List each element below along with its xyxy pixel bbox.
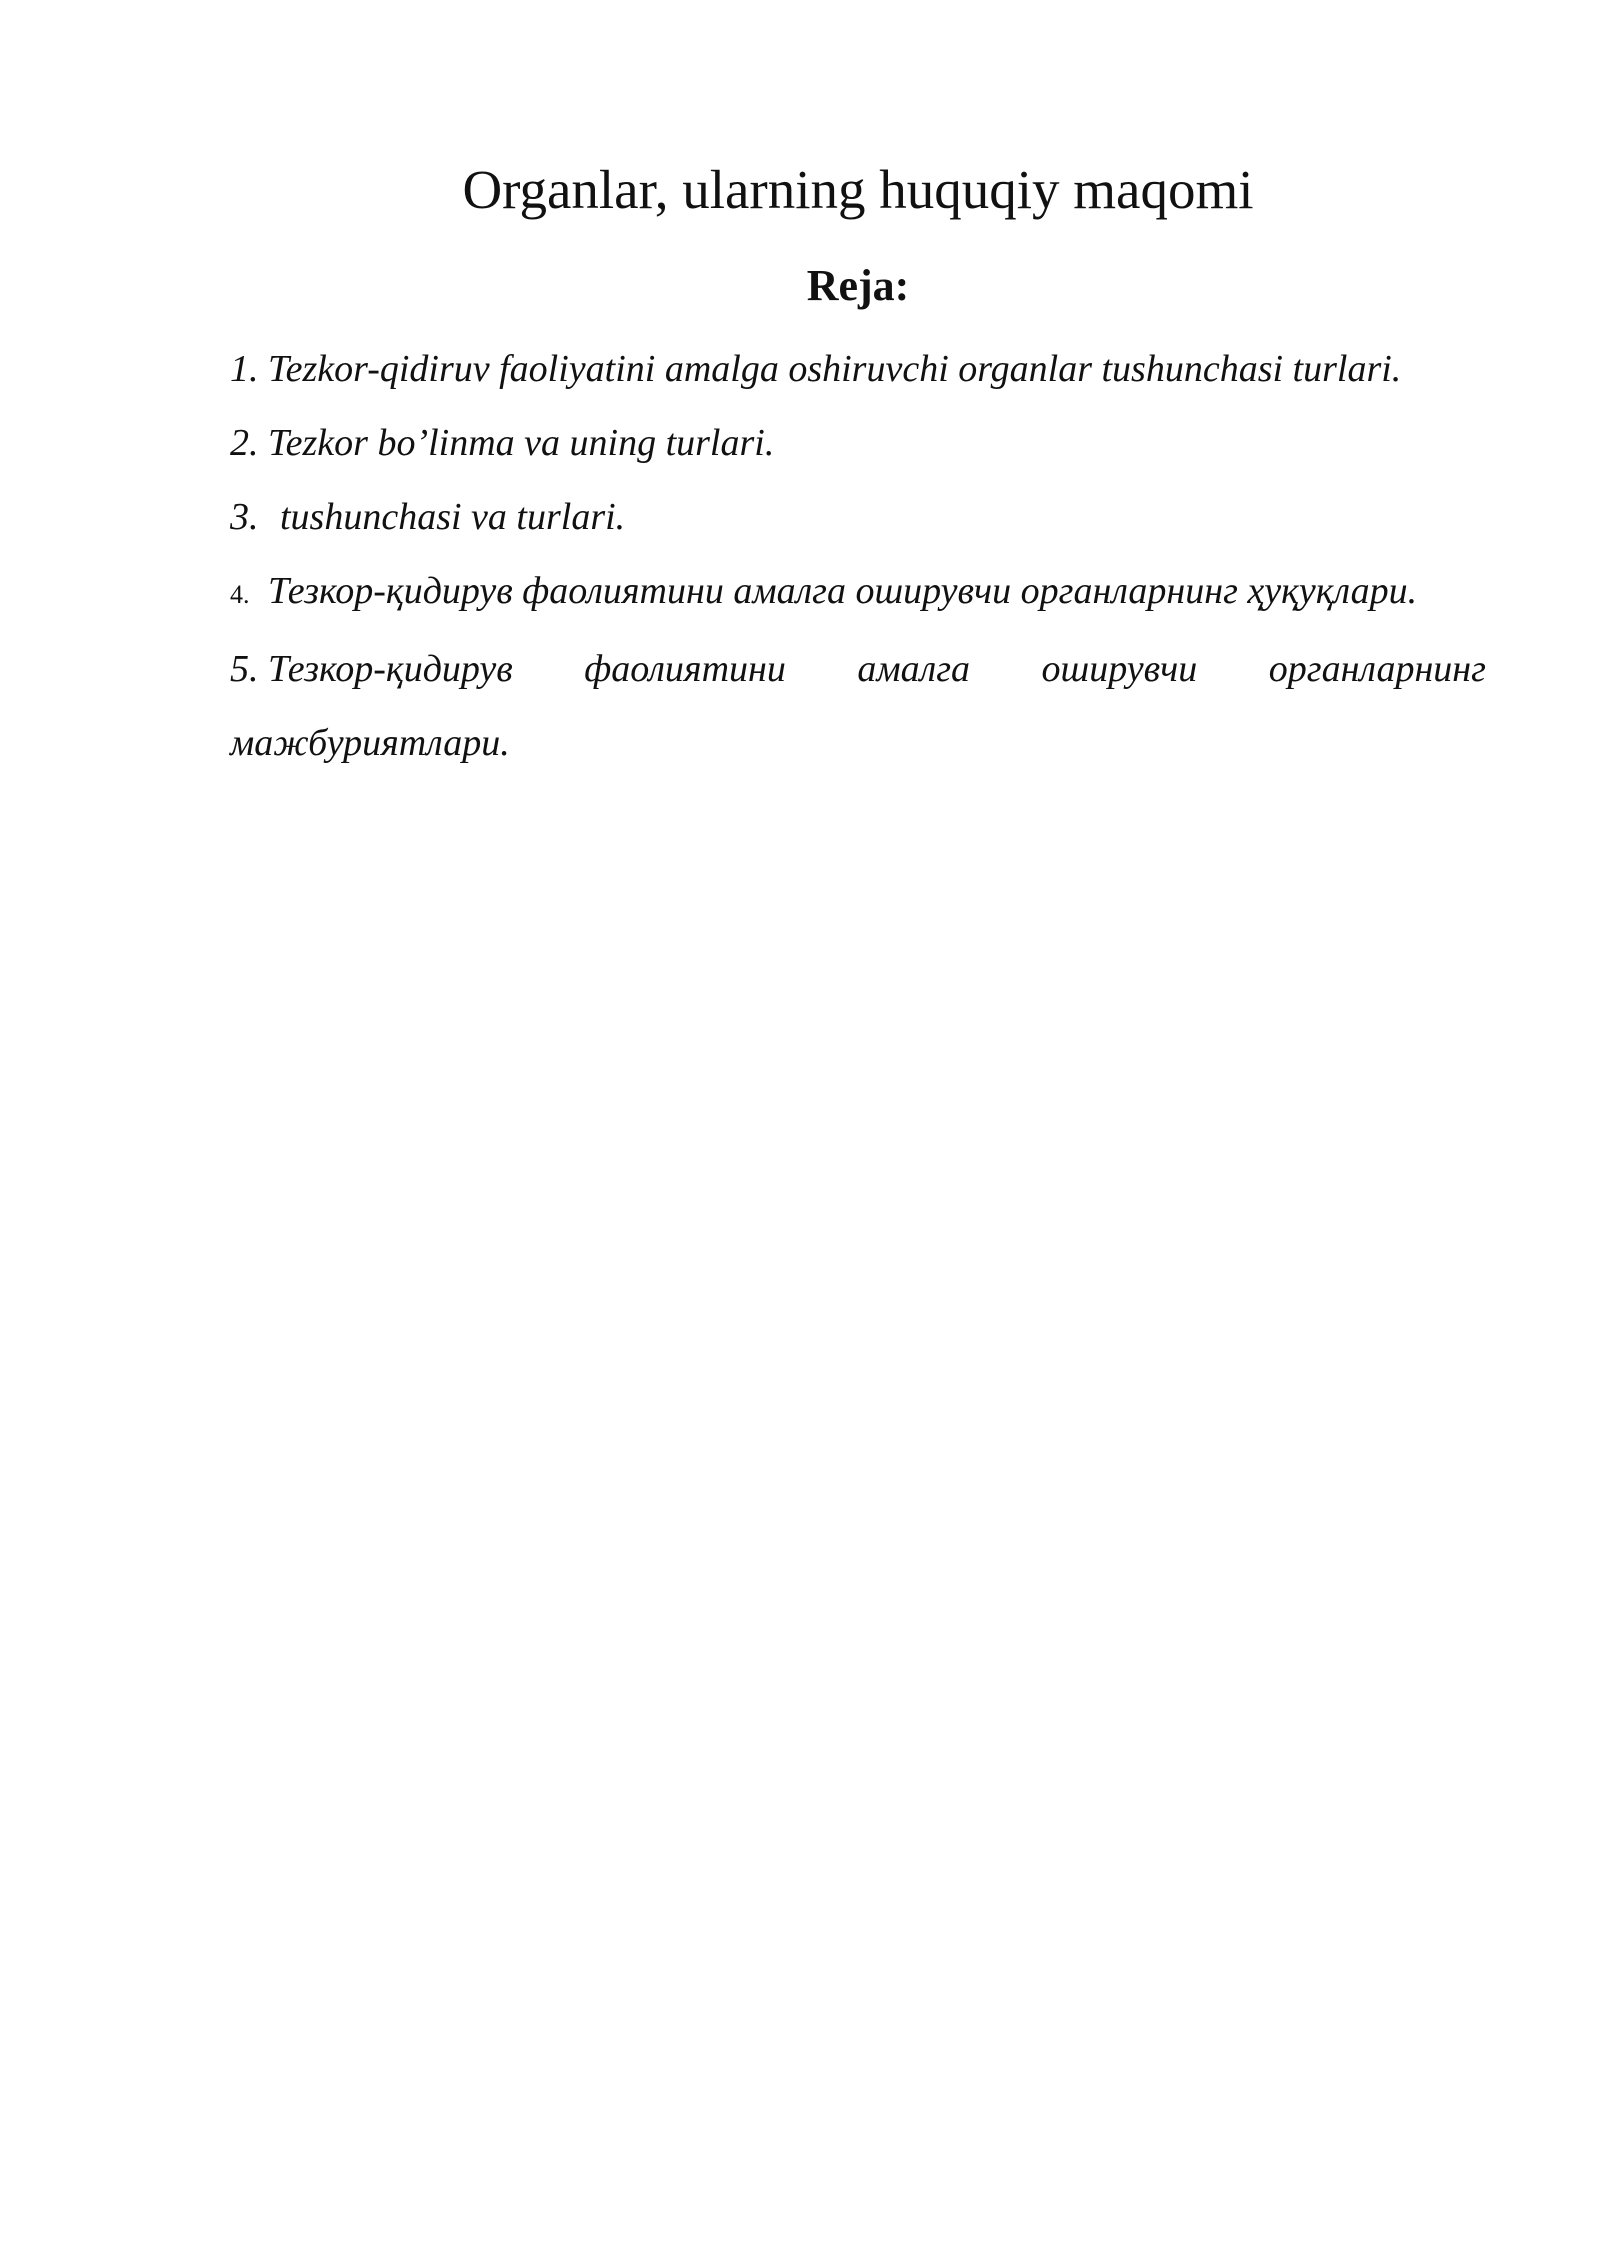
plan-heading: Reja:: [806, 261, 910, 310]
plan-item-text: Тезкор-қидирув фаолиятини амалга оширувчи органларнинг ҳуқуқлари.: [268, 570, 1418, 612]
plan-item-number: 5.: [230, 648, 259, 690]
plan-item-text: Tezkor-qidiruv faoliyatini amalga oshiruvchi organlar tushunchasi turlari.: [268, 348, 1402, 390]
plan-item-text: tushunchasi va turlari.: [280, 496, 626, 538]
plan-item-text: Тезкор-қидирув фаолиятини амалга оширувчи органларнинг мажбуриятлари.: [230, 648, 1486, 764]
plan-item-1: [230, 332, 1486, 406]
plan-item-number: 2.: [230, 422, 259, 464]
plan-item-text: Tezkor bo’linma va uning turlari.: [268, 422, 775, 464]
plan-item-5: [230, 632, 1486, 780]
plan-item-2: [230, 406, 1486, 480]
plan-list: [230, 332, 1486, 780]
plan-item-number: 4.: [230, 580, 250, 609]
plan-item-3: [230, 480, 1486, 554]
page-title: Organlar, ularning huquqiy maqomi: [462, 159, 1254, 220]
plan-item-number: 1.: [230, 348, 259, 390]
plan-item-4: [230, 554, 1486, 632]
plan-item-number: 3.: [230, 496, 259, 538]
